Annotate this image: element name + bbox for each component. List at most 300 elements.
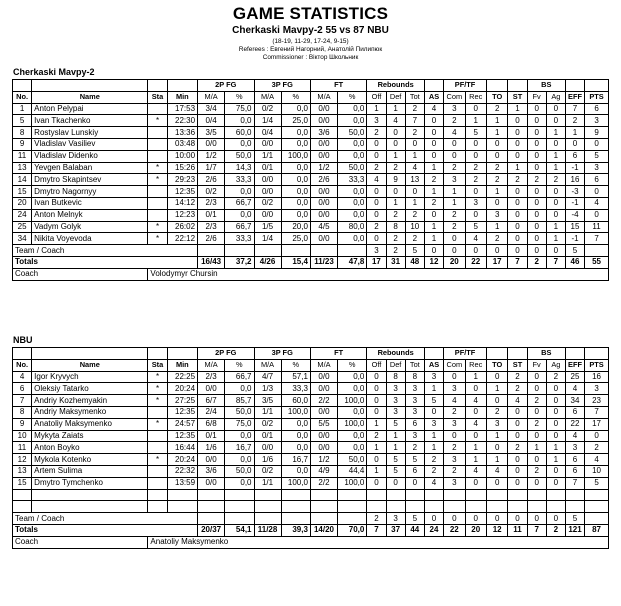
stat-def: 1 [386, 430, 405, 442]
stat-p3ma: 0/2 [254, 103, 281, 115]
total-ftma: 11/23 [310, 256, 337, 268]
stat-tot: 6 [405, 418, 424, 430]
empty-cell [565, 501, 584, 513]
stat-to: 0 [486, 197, 507, 209]
empty-cell [486, 489, 507, 501]
stat-def: 5 [386, 418, 405, 430]
team-coach-to: 0 [486, 513, 507, 525]
header-sta: Sta [148, 359, 167, 371]
empty-cell [281, 513, 310, 525]
player-row [13, 418, 609, 430]
stat-ftma: 0/0 [310, 115, 337, 127]
starter-mark [148, 127, 167, 139]
header-min: Min [167, 91, 197, 103]
starter-mark [148, 209, 167, 221]
stat-ftpct: 80,0 [338, 221, 367, 233]
header-blank [585, 348, 609, 360]
empty-cell [465, 489, 486, 501]
empty-cell [527, 501, 546, 513]
starter-mark [148, 150, 167, 162]
stat-ag: 0 [546, 197, 565, 209]
stat-p2pct: 0,0 [225, 477, 254, 489]
stat-p2ma: 0/0 [198, 454, 225, 466]
stat-as: 0 [424, 138, 443, 150]
empty-cell [254, 489, 281, 501]
header-com: Com [444, 91, 465, 103]
stat-ftpct: 100,0 [338, 477, 367, 489]
empty-cell [338, 513, 367, 525]
stat-rec: 0 [465, 430, 486, 442]
empty-cell [465, 501, 486, 513]
total-p3pct: 39,3 [281, 524, 310, 536]
player-row [13, 127, 609, 139]
stat-com: 2 [444, 115, 465, 127]
stat-p2pct: 0,0 [225, 454, 254, 466]
empty-cell [424, 489, 443, 501]
player-row [13, 395, 609, 407]
stat-ag: 0 [546, 138, 565, 150]
header-blank [424, 348, 443, 360]
stat-fv: 2 [527, 395, 546, 407]
stat-tot: 2 [405, 442, 424, 454]
stat-p2ma: 1/6 [198, 442, 225, 454]
header-blank [167, 348, 197, 360]
header-blank [32, 80, 148, 92]
header-pct: % [281, 91, 310, 103]
header-blank [167, 80, 197, 92]
empty-cell [32, 489, 148, 501]
stat-p2ma: 2/6 [198, 233, 225, 245]
player-number: 1 [13, 103, 32, 115]
empty-cell [508, 489, 527, 501]
header-ma: M/A [310, 91, 337, 103]
stat-eff: 7 [565, 477, 584, 489]
minutes: 29:23 [167, 174, 197, 186]
header-group-p3: 3P FG [254, 348, 310, 360]
total-rec: 22 [465, 256, 486, 268]
header-group-ft: FT [310, 80, 366, 92]
minutes: 26:02 [167, 221, 197, 233]
player-name: Yevgen Balaban [32, 162, 148, 174]
stat-st: 0 [508, 406, 527, 418]
stat-eff: 16 [565, 174, 584, 186]
stat-ftpct: 0,0 [338, 209, 367, 221]
stat-p2ma: 0/1 [198, 209, 225, 221]
team-coach-off: 2 [367, 513, 386, 525]
total-ag: 2 [546, 524, 565, 536]
stat-pts: 9 [585, 127, 609, 139]
player-row [13, 454, 609, 466]
stat-com: 0 [444, 138, 465, 150]
stat-p3pct: 100,0 [281, 406, 310, 418]
stat-p3pct: 100,0 [281, 150, 310, 162]
stat-p2ma: 3/6 [198, 465, 225, 477]
minutes: 12:35 [167, 186, 197, 198]
stat-p3ma: 0/2 [254, 418, 281, 430]
stat-rec: 1 [465, 371, 486, 383]
stat-fv: 0 [527, 371, 546, 383]
player-row [13, 103, 609, 115]
team-coach-ag: 0 [546, 245, 565, 257]
stat-off: 2 [367, 430, 386, 442]
stat-def: 2 [386, 233, 405, 245]
stat-ag: 0 [546, 477, 565, 489]
stat-p3pct: 25,0 [281, 115, 310, 127]
stat-com: 1 [444, 197, 465, 209]
stat-st: 0 [508, 186, 527, 198]
away-stats-table [12, 347, 609, 549]
stat-off: 0 [367, 371, 386, 383]
stat-rec: 4 [465, 395, 486, 407]
stat-ftpct: 33,3 [338, 174, 367, 186]
header-group-p2: 2P FG [198, 348, 254, 360]
stat-def: 1 [386, 103, 405, 115]
starter-mark [148, 430, 167, 442]
stat-ftpct: 0,0 [338, 430, 367, 442]
stat-tot: 0 [405, 186, 424, 198]
home-stats-table [12, 79, 609, 281]
stat-ftma: 0/0 [310, 209, 337, 221]
coach-label: Coach [13, 268, 148, 280]
stat-p2pct: 33,3 [225, 233, 254, 245]
team-coach-label: Team / Coach [13, 513, 198, 525]
empty-cell [367, 489, 386, 501]
stat-p3ma: 3/5 [254, 395, 281, 407]
starter-mark [148, 442, 167, 454]
stat-eff: -1 [565, 197, 584, 209]
minutes: 24:57 [167, 418, 197, 430]
player-number: 8 [13, 127, 32, 139]
stat-eff: 4 [565, 383, 584, 395]
player-number: 4 [13, 371, 32, 383]
player-name: Dmytro Skapintsev [32, 174, 148, 186]
total-p3pct: 15,4 [281, 256, 310, 268]
stat-p3ma: 0/0 [254, 186, 281, 198]
stat-ftma: 2/6 [310, 174, 337, 186]
stat-p3ma: 0/0 [254, 209, 281, 221]
player-row [13, 383, 609, 395]
header-group-pf: PF/TF [444, 348, 487, 360]
stat-to: 2 [486, 103, 507, 115]
stat-p2ma: 0/0 [198, 138, 225, 150]
total-p2ma: 16/43 [198, 256, 225, 268]
stat-p2ma: 1/2 [198, 150, 225, 162]
stat-def: 2 [386, 162, 405, 174]
stat-p2ma: 6/7 [198, 395, 225, 407]
player-name: Dmytro Nagornyy [32, 186, 148, 198]
stat-p3pct: 16,7 [281, 454, 310, 466]
player-name: Nikita Voyevoda [32, 233, 148, 245]
stat-p3pct: 0,0 [281, 162, 310, 174]
player-name: Ivan Butkevic [32, 197, 148, 209]
stat-p3ma: 0/0 [254, 442, 281, 454]
totals-label: Totals [13, 524, 198, 536]
stat-p3ma: 0/0 [254, 138, 281, 150]
team-coach-tot: 5 [405, 245, 424, 257]
starter-mark: * [148, 383, 167, 395]
player-number: 5 [13, 115, 32, 127]
stat-pts: 0 [585, 430, 609, 442]
stat-rec: 0 [465, 383, 486, 395]
header-blank [13, 80, 32, 92]
header-group-bs: BS [527, 348, 565, 360]
stat-as: 1 [424, 383, 443, 395]
header-pct: % [225, 359, 254, 371]
stat-st: 0 [508, 197, 527, 209]
header-fv: Fv [527, 359, 546, 371]
minutes: 16:44 [167, 442, 197, 454]
stat-com: 0 [444, 371, 465, 383]
stat-st: 2 [508, 371, 527, 383]
starter-mark: * [148, 395, 167, 407]
header-as: AS [424, 91, 443, 103]
stat-ag: 0 [546, 103, 565, 115]
stat-fv: 0 [527, 430, 546, 442]
stat-ag: 1 [546, 221, 565, 233]
stat-fv: 0 [527, 162, 546, 174]
stat-com: 3 [444, 454, 465, 466]
stat-ftpct: 0,0 [338, 150, 367, 162]
minutes: 27:25 [167, 395, 197, 407]
player-name: Anton Boyko [32, 442, 148, 454]
header-pts: PTS [585, 91, 609, 103]
empty-cell [13, 489, 32, 501]
stat-com: 0 [444, 430, 465, 442]
stat-def: 8 [386, 221, 405, 233]
team-coach-pts [585, 513, 609, 525]
header-name: Name [32, 359, 148, 371]
empty-cell [310, 245, 337, 257]
stat-ftpct: 0,0 [338, 371, 367, 383]
stat-as: 3 [424, 418, 443, 430]
stat-to: 2 [486, 233, 507, 245]
stat-tot: 6 [405, 465, 424, 477]
stat-off: 0 [367, 383, 386, 395]
stat-def: 1 [386, 442, 405, 454]
stat-to: 1 [486, 383, 507, 395]
stat-ag: 0 [546, 395, 565, 407]
stat-pts: 11 [585, 221, 609, 233]
total-st: 11 [508, 524, 527, 536]
stat-def: 5 [386, 465, 405, 477]
stat-ftma: 0/0 [310, 186, 337, 198]
header-min: Min [167, 359, 197, 371]
stat-pts: 23 [585, 395, 609, 407]
stat-p3pct: 100,0 [281, 477, 310, 489]
stat-p2pct: 0,0 [225, 383, 254, 395]
stat-to: 2 [486, 406, 507, 418]
header-pct: % [338, 91, 367, 103]
stat-off: 0 [367, 186, 386, 198]
minutes: 22:12 [167, 233, 197, 245]
header-group-row [13, 348, 609, 360]
empty-cell [254, 501, 281, 513]
player-number: 11 [13, 442, 32, 454]
stat-ftpct: 50,0 [338, 127, 367, 139]
stat-as: 1 [424, 442, 443, 454]
stat-com: 3 [444, 174, 465, 186]
empty-cell [546, 501, 565, 513]
stat-p3pct: 0,0 [281, 186, 310, 198]
stat-ftma: 1/2 [310, 162, 337, 174]
stat-tot: 2 [405, 209, 424, 221]
starter-mark [148, 197, 167, 209]
stat-fv: 0 [527, 209, 546, 221]
empty-cell [405, 501, 424, 513]
stat-ftma: 0/0 [310, 371, 337, 383]
empty-cell [198, 245, 225, 257]
player-row [13, 233, 609, 245]
stat-com: 2 [444, 221, 465, 233]
empty-row [13, 489, 609, 501]
stat-as: 1 [424, 430, 443, 442]
stat-tot: 2 [405, 233, 424, 245]
empty-cell [386, 489, 405, 501]
stat-pts: 3 [585, 115, 609, 127]
minutes: 13:36 [167, 127, 197, 139]
player-row [13, 477, 609, 489]
stat-rec: 1 [465, 442, 486, 454]
stat-fv: 0 [527, 221, 546, 233]
total-off: 7 [367, 524, 386, 536]
total-p3ma: 4/26 [254, 256, 281, 268]
team-coach-as: 0 [424, 245, 443, 257]
stat-p2ma: 0/0 [198, 477, 225, 489]
empty-cell [148, 501, 167, 513]
stat-com: 4 [444, 395, 465, 407]
empty-cell [486, 501, 507, 513]
stat-pts: 3 [585, 383, 609, 395]
header-no: No. [13, 91, 32, 103]
player-number: 7 [13, 395, 32, 407]
stat-p2pct: 75,0 [225, 103, 254, 115]
header-blank [486, 348, 507, 360]
empty-cell [546, 489, 565, 501]
stat-eff: 6 [565, 406, 584, 418]
stat-p3ma: 1/6 [254, 454, 281, 466]
stat-rec: 4 [465, 418, 486, 430]
stat-off: 3 [367, 115, 386, 127]
stat-tot: 7 [405, 115, 424, 127]
starter-mark [148, 406, 167, 418]
stat-ftma: 0/0 [310, 442, 337, 454]
total-st: 7 [508, 256, 527, 268]
header-blank [508, 348, 527, 360]
stat-p3pct: 25,0 [281, 233, 310, 245]
stat-eff: 15 [565, 221, 584, 233]
match-result: Cherkaski Mavpy-2 55 vs 87 NBU [232, 25, 389, 36]
stat-p2ma: 0/2 [198, 186, 225, 198]
starter-mark: * [148, 174, 167, 186]
header-def: Def [386, 359, 405, 371]
stat-com: 3 [444, 103, 465, 115]
stat-ag: 0 [546, 115, 565, 127]
player-row [13, 197, 609, 209]
stat-to: 3 [486, 418, 507, 430]
empty-cell [225, 501, 254, 513]
empty-cell [338, 245, 367, 257]
stat-tot: 3 [405, 383, 424, 395]
stat-pts: 6 [585, 103, 609, 115]
player-name: Vladislav Didenko [32, 150, 148, 162]
stat-ag: 0 [546, 465, 565, 477]
stat-p3pct: 60,0 [281, 395, 310, 407]
stat-def: 9 [386, 174, 405, 186]
header-group-p2: 2P FG [198, 80, 254, 92]
starter-mark [148, 465, 167, 477]
stat-com: 1 [444, 186, 465, 198]
stat-off: 0 [367, 150, 386, 162]
stat-off: 0 [367, 454, 386, 466]
stat-ftma: 4/9 [310, 465, 337, 477]
stat-as: 1 [424, 186, 443, 198]
player-row [13, 371, 609, 383]
stat-rec: 0 [465, 150, 486, 162]
stat-p3ma: 0/2 [254, 197, 281, 209]
player-name: Anatoliy Maksymenko [32, 418, 148, 430]
stat-p2pct: 14,3 [225, 162, 254, 174]
header-blank [13, 348, 32, 360]
total-tot: 48 [405, 256, 424, 268]
header-off: Off [367, 359, 386, 371]
stat-st: 0 [508, 465, 527, 477]
header-pct: % [281, 359, 310, 371]
stat-def: 1 [386, 150, 405, 162]
player-number: 13 [13, 162, 32, 174]
stat-tot: 8 [405, 371, 424, 383]
stat-rec: 0 [465, 406, 486, 418]
stat-ftpct: 0,0 [338, 138, 367, 150]
stat-as: 0 [424, 127, 443, 139]
stat-p3ma: 0/1 [254, 162, 281, 174]
stat-ftpct: 100,0 [338, 418, 367, 430]
stat-as: 2 [424, 454, 443, 466]
player-row [13, 162, 609, 174]
stat-ag: 0 [546, 186, 565, 198]
empty-cell [310, 501, 337, 513]
player-number: 25 [13, 221, 32, 233]
team-coach-st: 0 [508, 245, 527, 257]
stat-ftma: 1/2 [310, 454, 337, 466]
stat-tot: 3 [405, 395, 424, 407]
stat-eff: 0 [565, 138, 584, 150]
header-blank [148, 348, 167, 360]
stat-tot: 0 [405, 138, 424, 150]
stat-p2pct: 0,0 [225, 430, 254, 442]
header-ma: M/A [310, 359, 337, 371]
starter-mark [148, 186, 167, 198]
stat-pts: 10 [585, 465, 609, 477]
stat-eff: -1 [565, 162, 584, 174]
stat-p2pct: 85,7 [225, 395, 254, 407]
empty-cell [424, 501, 443, 513]
stat-tot: 0 [405, 477, 424, 489]
commissioner-line: Commissioner : Віктор Школьник [262, 54, 359, 61]
header-column-row [13, 359, 609, 371]
empty-cell [405, 489, 424, 501]
stat-ftpct: 0,0 [338, 186, 367, 198]
stat-tot: 1 [405, 197, 424, 209]
stat-st: 0 [508, 430, 527, 442]
stat-as: 2 [424, 465, 443, 477]
minutes: 03:48 [167, 138, 197, 150]
header-eff: EFF [565, 359, 584, 371]
stat-rec: 0 [465, 477, 486, 489]
stat-st: 2 [508, 383, 527, 395]
team-coach-tot: 5 [405, 513, 424, 525]
team-coach-rec: 0 [465, 245, 486, 257]
stat-p3ma: 0/1 [254, 430, 281, 442]
